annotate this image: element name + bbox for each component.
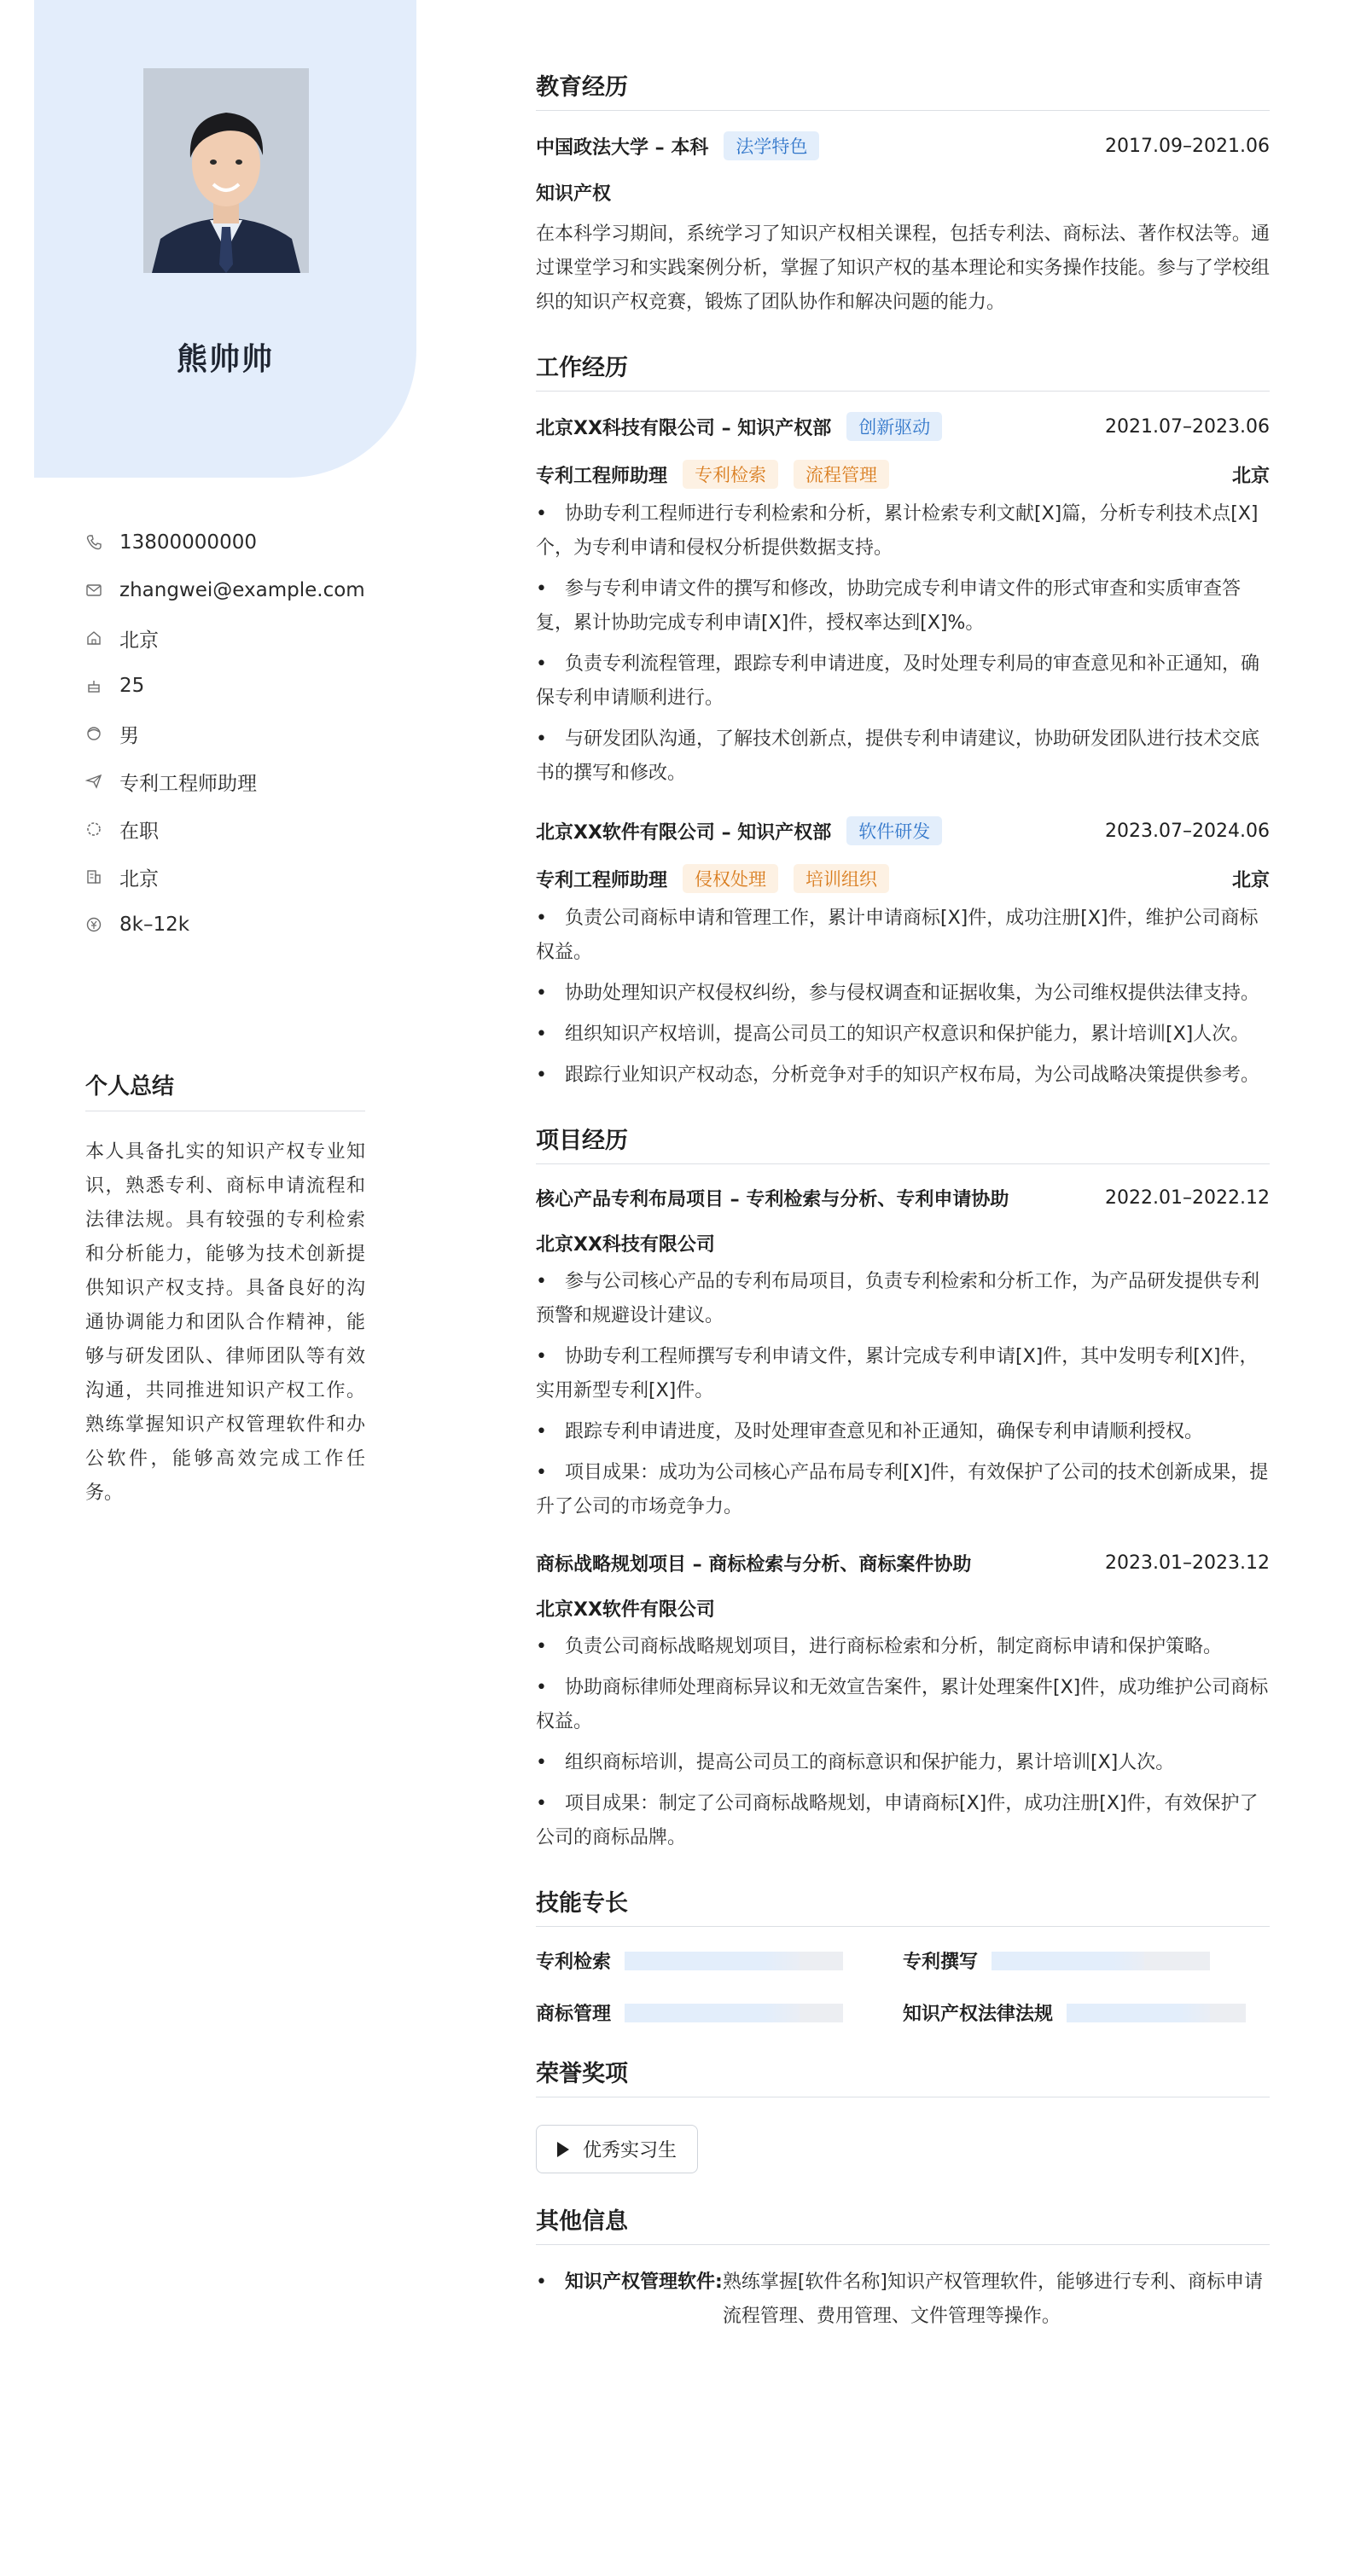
education-tag: 法学特色: [724, 131, 819, 160]
list-item: • 组织商标培训，提高公司员工的商标意识和保护能力，累计培训[X]人次。: [536, 1746, 1270, 1780]
avatar-portrait-icon: [143, 68, 309, 273]
work-role: 专利工程师助理: [536, 465, 668, 487]
project-company: 北京XX科技有限公司: [536, 1234, 715, 1256]
project-date: 2023.01–2023.12: [1105, 1552, 1270, 1574]
skills-title: 技能专长: [536, 1884, 1270, 1927]
work-item: [536, 816, 1270, 1093]
project-name: 核心产品专利布局项目 – 专利检索与分析、专利申请协助: [536, 1189, 1009, 1210]
contact-gender-value: 男: [119, 724, 139, 747]
other-title: 其他信息: [536, 2202, 1270, 2245]
contact-age-value: 25: [119, 675, 145, 697]
skill-bar-fill: [1067, 2004, 1210, 2022]
contact-email: [85, 566, 365, 614]
bullet-icon: •: [536, 2271, 547, 2293]
skill-bar: [1067, 2004, 1246, 2022]
skill-bar: [625, 2004, 843, 2022]
other-key: 知识产权管理软件:: [565, 2271, 723, 2293]
list-item: • 跟踪专利申请进度，及时处理审查意见和补正通知，确保专利申请顺利授权。: [536, 1415, 1270, 1449]
education-header: [536, 131, 1270, 160]
work-title: 工作经历: [536, 349, 1270, 392]
list-item: • 协助专利工程师撰写专利申请文件，累计完成专利申请[X]件，其中发明专利[X]件，实用新型专利[X]件。: [536, 1340, 1270, 1408]
profile-name: 熊帅帅: [176, 342, 274, 377]
list-item: • 负责公司商标申请和管理工作，累计申请商标[X]件，成功注册[X]件，维护公司商标权益。: [536, 902, 1270, 970]
contact-phone: [85, 519, 365, 566]
work-bullets: [536, 497, 1270, 791]
work-tag: 创新驱动: [846, 412, 942, 441]
skill-bar-fill: [625, 2004, 800, 2022]
status-icon: [85, 821, 102, 838]
contact-salary-value: 8k–12k: [119, 914, 190, 936]
work-role-tag: 培训组织: [794, 864, 889, 893]
salary-icon: [85, 916, 102, 933]
other-value: 熟练掌握[软件名称]知识产权管理软件，能够进行专利、商标申请流程管理、费用管理、文件管理等操作。: [722, 2271, 1263, 2327]
contact-gender: [85, 710, 365, 757]
skill-bar-fill: [625, 1952, 800, 1970]
work-tag: 软件研发: [846, 816, 942, 845]
work-item: [536, 412, 1270, 791]
contact-city-value: 北京: [119, 867, 159, 891]
contact-address-value: 北京: [119, 629, 159, 652]
education-section: [536, 68, 1270, 320]
other-section: [536, 2202, 1270, 2334]
contact-phone-value: 13800000000: [119, 531, 257, 554]
skill-item: [903, 1999, 1270, 2026]
skill-name: 专利撰写: [903, 1952, 979, 1973]
other-item: [536, 2266, 1270, 2334]
phone-icon: [85, 534, 102, 551]
contact-city: [85, 853, 365, 901]
project-bullets: [536, 1630, 1270, 1855]
list-item: • 负责公司商标战略规划项目，进行商标检索和分析，制定商标申请和保护策略。: [536, 1630, 1270, 1664]
work-date: 2021.07–2023.06: [1105, 415, 1270, 438]
work-role: 专利工程师助理: [536, 869, 668, 891]
projects-section: [536, 1122, 1270, 1855]
work-role-tag: 专利检索: [683, 460, 778, 489]
avatar: [143, 68, 309, 273]
skill-name: 商标管理: [536, 2004, 612, 2025]
work-date: 2023.07–2024.06: [1105, 820, 1270, 842]
list-item: • 跟踪行业知识产权动态，分析竞争对手的知识产权布局，为公司战略决策提供参考。: [536, 1059, 1270, 1093]
contact-salary: [85, 901, 365, 949]
skills-section: [536, 1884, 1270, 2026]
contact-status-value: 在职: [119, 820, 159, 843]
education-title: 教育经历: [536, 68, 1270, 111]
mail-icon: [85, 582, 102, 599]
project-company: 北京XX软件有限公司: [536, 1599, 715, 1621]
award-label: 优秀实习生: [583, 2140, 678, 2161]
personal-summary: [85, 1069, 365, 1511]
skill-name: 知识产权法律法规: [903, 2004, 1054, 2025]
education-major: 知识产权: [536, 183, 612, 205]
project-item: [536, 1550, 1270, 1855]
work-org: 北京XX科技有限公司 – 知识产权部: [536, 417, 832, 439]
project-date: 2022.01–2022.12: [1105, 1187, 1270, 1209]
contact-email-value: zhangwei@example.com: [119, 579, 365, 601]
send-icon: [85, 773, 102, 790]
list-item: • 组织知识产权培训，提高公司员工的知识产权意识和保护能力，累计培训[X]人次。: [536, 1018, 1270, 1052]
project-name: 商标战略规划项目 – 商标检索与分析、商标案件协助: [536, 1554, 972, 1575]
work-city: 北京: [1231, 869, 1270, 891]
skill-bar: [992, 1952, 1210, 1970]
cake-icon: [85, 677, 102, 694]
summary-title: 个人总结: [85, 1069, 365, 1111]
project-item: [536, 1185, 1270, 1524]
contact-list: [85, 519, 365, 949]
awards-section: [536, 2055, 1270, 2173]
work-role-tag: 流程管理: [794, 460, 889, 489]
contact-position: [85, 757, 365, 805]
summary-text: 本人具备扎实的知识产权专业知识，熟悉专利、商标申请流程和法律法规。具有较强的专利检索和分析能力，能够为技术创新提供知识产权支持。具备良好的沟通协调能力和团队合作精神，能够与研发团队、律师团队等有效沟通，共同推进知识产权工作。熟练掌握知识产权管理软件和办公软件，能够高效完成工作任务。: [85, 1141, 365, 1504]
award-item[interactable]: [536, 2125, 698, 2173]
work-org: 北京XX软件有限公司 – 知识产权部: [536, 821, 832, 844]
work-city: 北京: [1231, 465, 1270, 487]
work-role-tag: 侵权处理: [683, 864, 778, 893]
project-bullets: [536, 1265, 1270, 1524]
awards-title: 荣誉奖项: [536, 2055, 1270, 2097]
skill-item: [536, 1947, 903, 1974]
list-item: • 与研发团队沟通，了解技术创新点，提供专利申请建议，协助研发团队进行技术交底书的撰写和修改。: [536, 722, 1270, 791]
contact-status: [85, 805, 365, 853]
contact-address: [85, 614, 365, 662]
list-item: • 负责专利流程管理，跟踪专利申请进度，及时处理专利局的审查意见和补正通知，确保专利申请顺利进行。: [536, 647, 1270, 716]
skill-name: 专利检索: [536, 1952, 612, 1973]
skill-bar-fill: [992, 1952, 1144, 1970]
education-desc: 在本科学习期间，系统学习了知识产权相关课程，包括专利法、商标法、著作权法等。通过课堂学习和实践案例分析，掌握了知识产权的基本理论和实务操作技能。参与了学校组织的知识产权竞赛，锻炼了团队协作和解决问题的能力。: [536, 223, 1270, 313]
list-item: • 参与专利申请文件的撰写和修改，协助完成专利申请文件的形式审查和实质审查答复，累计协助完成专利申请[X]件，授权率达到[X]%。: [536, 572, 1270, 641]
list-item: • 协助专利工程师进行专利检索和分析，累计检索专利文献[X]篇，分析专利技术点[X]个，为专利申请和侵权分析提供数据支持。: [536, 497, 1270, 566]
list-item: • 参与公司核心产品的专利布局项目，负责专利检索和分析工作，为产品研发提供专利预警和规避设计建议。: [536, 1265, 1270, 1333]
play-icon: [557, 2142, 569, 2157]
education-date: 2017.09–2021.06: [1105, 135, 1270, 157]
home-icon: [85, 629, 102, 647]
contact-position-value: 专利工程师助理: [119, 772, 257, 795]
list-item: • 协助处理知识产权侵权纠纷，参与侵权调查和证据收集，为公司维权提供法律支持。: [536, 977, 1270, 1011]
work-section: [536, 349, 1270, 1093]
list-item: • 项目成果：制定了公司商标战略规划，申请商标[X]件，成功注册[X]件，有效保护了公司的商标品牌。: [536, 1787, 1270, 1855]
work-bullets: [536, 902, 1270, 1093]
gender-icon: [85, 725, 102, 742]
skill-item: [536, 1999, 903, 2026]
skills-grid: [536, 1947, 1270, 2026]
list-item: • 项目成果：成功为公司核心产品布局专利[X]件，有效保护了公司的技术创新成果，提升了公司的市场竞争力。: [536, 1456, 1270, 1524]
list-item: • 协助商标律师处理商标异议和无效宣告案件，累计处理案件[X]件，成功维护公司商标权益。: [536, 1671, 1270, 1739]
main-content: [536, 68, 1270, 2363]
projects-title: 项目经历: [536, 1122, 1270, 1164]
building-icon: [85, 868, 102, 885]
skill-bar: [625, 1952, 843, 1970]
skill-item: [903, 1947, 1270, 1974]
contact-age: [85, 662, 365, 710]
education-school: 中国政法大学 – 本科: [536, 136, 709, 159]
